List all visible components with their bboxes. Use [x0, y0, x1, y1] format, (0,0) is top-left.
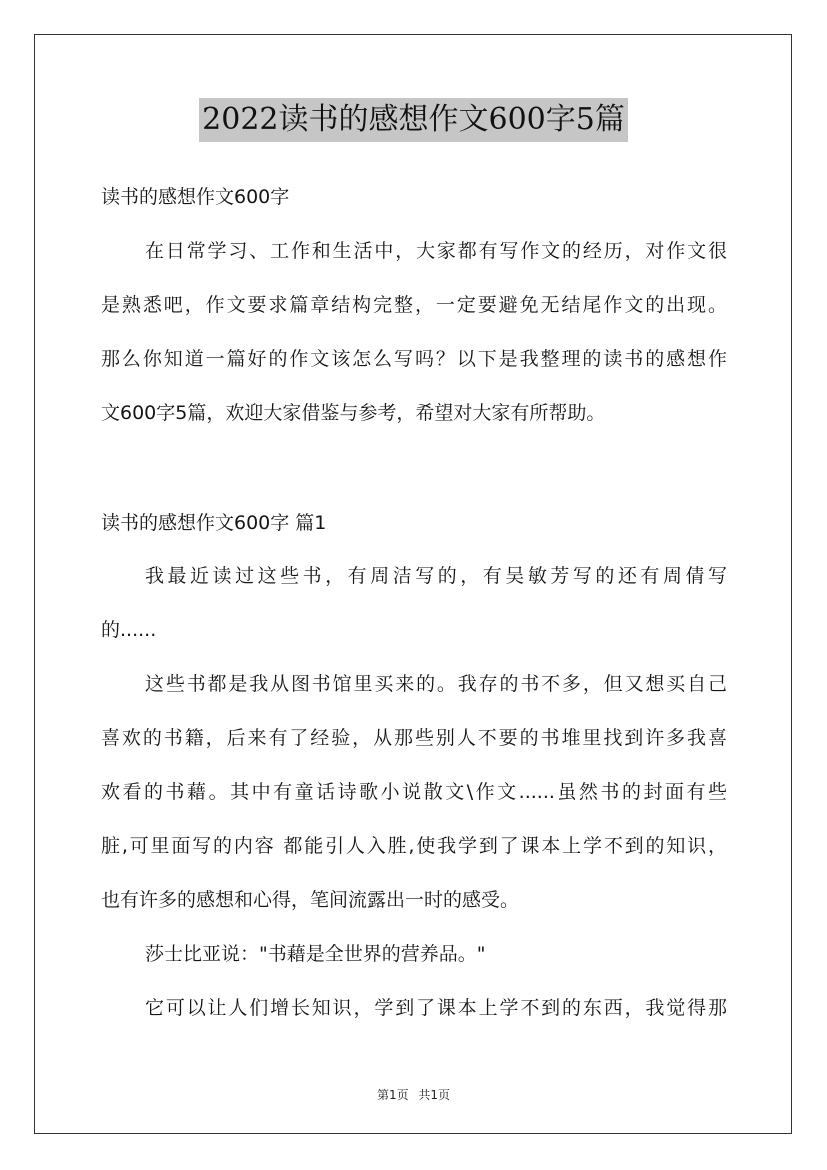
section1-line: 它可以让人们增长知识，学到了课本上学不到的东西，我觉得那	[145, 997, 727, 1019]
section1-line: 喜欢的书籍，后来有了经验，从那些别人不要的书堆里找到许多我喜	[101, 727, 727, 749]
intro-line: 文600字5篇，欢迎大家借鉴与参考，希望对大家有所帮助。	[101, 402, 606, 424]
section1-line: 欢看的书藉。其中有童话诗歌小说散文\作文......虽然书的封面有些	[101, 781, 727, 803]
section1-line: 我最近读过这些书，有周洁写的，有吴敏芳写的还有周倩写	[145, 565, 727, 587]
intro-line: 在日常学习、工作和生活中，大家都有写作文的经历，对作文很	[145, 240, 727, 262]
page-footer	[0, 1086, 827, 1103]
document-title: 2022读书的感想作文600字5篇	[199, 98, 628, 142]
intro-heading: 读书的感想作文600字	[101, 186, 290, 208]
intro-line: 是熟悉吧，作文要求篇章结构完整，一定要避免无结尾作文的出现。	[101, 294, 727, 316]
section1-heading: 读书的感想作文600字 篇1	[101, 512, 327, 534]
section1-line: 也有许多的感想和心得，笔间流露出一时的感受。	[101, 889, 520, 911]
intro-line: 那么你知道一篇好的作文该怎么写吗？以下是我整理的读书的感想作	[101, 348, 727, 370]
page-number: 第1页	[376, 1088, 409, 1102]
page-total: 共1页	[418, 1088, 451, 1102]
section1-line: 脏,可里面写的内容 都能引人入胜,使我学到了课本上学不到的知识，	[101, 835, 727, 857]
section1-line: 莎士比亚说："书藉是全世界的营养品。"	[145, 943, 486, 965]
section1-line: 的......	[101, 619, 157, 641]
section1-line: 这些书都是我从图书馆里买来的。我存的书不多，但又想买自己	[145, 673, 727, 695]
title-container	[0, 98, 827, 142]
